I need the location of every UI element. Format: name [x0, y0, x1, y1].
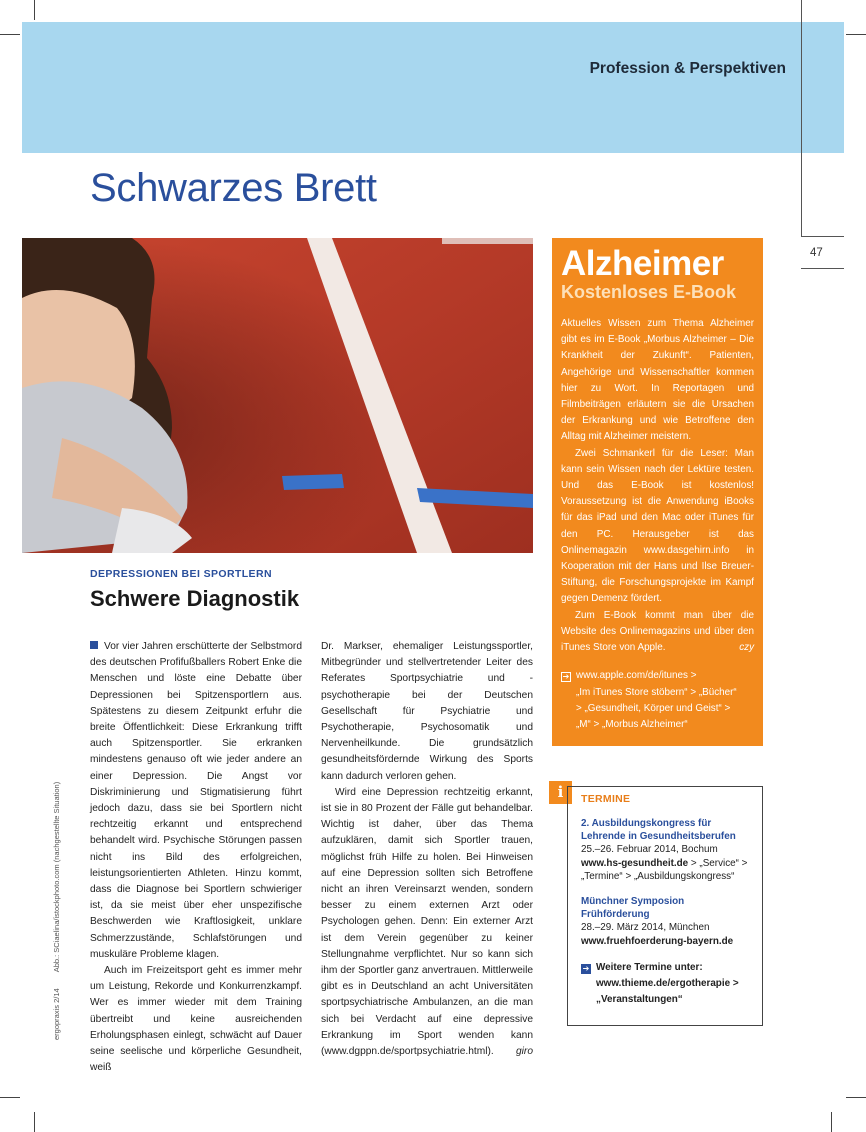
header-band	[22, 22, 844, 153]
crop-mark	[831, 1112, 832, 1132]
article-paragraph: Dr. Markser, ehemaliger Leistungssportler, Mitbegründer und stellvertretender Leiter des Referates Sportpsychiatrie und -psychotherapie bei der Deutschen Gesellschaft für Psychiatrie und Psychotherapie, Psychosomatik und Nervenheilkunde. Die grundsätzlich gesundheitsfördernde Wirkung des Sports kann dadurch verloren gehen.	[321, 641, 533, 782]
article-column-2	[321, 639, 533, 1060]
ebook-title: Alzheimer	[561, 244, 724, 283]
event-date: 28.–29. März 2014, München	[581, 922, 710, 934]
article-column-1	[90, 639, 302, 1076]
page-number: 47	[810, 247, 823, 259]
page-title: Schwarzes Brett	[90, 166, 377, 210]
more-events-label: Weitere Termine unter:	[596, 961, 703, 973]
crop-mark	[0, 1097, 20, 1098]
ebook-subtitle: Kostenloses E-Book	[561, 282, 737, 302]
crop-mark	[846, 1097, 866, 1098]
event-url-path: „Termine“ > „Ausbildungskongress“	[581, 870, 735, 882]
ebook-link-path: „Im iTunes Store stöbern“ > „Bücher“	[576, 686, 737, 698]
arrow-right-icon: ➔	[582, 963, 590, 973]
ebook-paragraph: Aktuelles Wissen zum Thema Alzheimer gibt es im E-Book „Morbus Alzheimer – Die Krankheit der Zukunft“. Patienten, Angehörige und Wissenschaftler kommen hier zu Wort. In Reportagen und Filmbeiträgen erläutern sie die Ursachen der Erkrankung und wie Betroffene den Alltag mit Alzheimer meistern.	[561, 318, 754, 443]
event-item	[581, 895, 752, 948]
ebook-link-path: > „Gesundheit, Körper und Geist“ >	[576, 702, 731, 714]
ebook-paragraph: Zwei Schmankerl für die Leser: Man kann sein Wissen nach der Lektüre testen. Und das E-Book ist kostenlos! Voraussetzung ist die Anwendung iBooks für das iPad und den Mac oder iTunes für den PC. Herausgeber ist das Onlinemagazin www.dasgehirn.info in Kooperation mit der Hans und Ilse Breuer-Stiftung, die Forschungsprojekte im Kampf gegen Demenz fördert.	[561, 447, 754, 605]
events-box	[567, 786, 763, 1026]
event-item	[581, 817, 752, 883]
athlete-on-running-track-photo	[22, 238, 533, 553]
event-date: 25.–26. Februar 2014, Bochum	[581, 844, 718, 856]
issue-label: ergopraxis 2/14	[52, 988, 61, 1040]
photo-credit-text: Abb.: SCiaelina/istockphoto.com (nachgestellte Situation)	[52, 781, 61, 973]
arrow-right-icon: ➔	[562, 672, 570, 682]
ebook-signature: czy	[739, 642, 754, 654]
events-label: TERMINE	[581, 793, 631, 805]
event-url-path: > „Service“ >	[688, 857, 748, 869]
event-title: 2. Ausbildungskongress für Lehrende in Gesundheitsberufen	[581, 818, 736, 843]
article-paragraph: Wird eine Depression rechtzeitig erkannt, ist sie in 80 Prozent der Fälle gut behandelbar. Wichtig ist daher, über das Thema aufzuklären, damit sich Sportler trauen, möglichst früh Hilfe zu holen. Bei Hinweisen auf eine Depression sollten sich Betroffene nicht an ihren Vereinsarzt wenden, sondern besser zu einem externen Arzt oder Psychologen gehen. Denn: Ein externer Arzt ist dem Verein gegenüber zu keiner Stellungnahme verpflichtet. Nur so kann sich ihm der Sportler ganz anvertrauen. Mittlerweile gibt es in Deutschland an acht Universitäten sportpsychiatrische Ambulanzen, an die man sich bei Verdacht auf eine depressive Erkrankung im Sport wenden kann (www.dgppn.de/sportpsychiatrie.html).	[321, 786, 533, 1058]
crop-mark	[0, 34, 20, 35]
more-events-link[interactable]: www.thieme.de/ergotherapie >	[596, 978, 739, 990]
crop-mark	[34, 0, 35, 20]
article-start-square-icon	[90, 641, 98, 649]
crop-mark	[34, 1112, 35, 1132]
article-kicker: DEPRESSIONEN BEI SPORTLERN	[90, 568, 272, 580]
event-url[interactable]: www.fruehfoerderung-bayern.de	[581, 935, 734, 947]
event-title: Münchner Symposion Frühförderung	[581, 896, 685, 921]
article-signature: giro	[516, 1046, 533, 1058]
ebook-box	[552, 238, 763, 746]
ebook-link[interactable]: www.apple.com/de/itunes >	[576, 670, 697, 682]
ebook-body	[561, 316, 754, 656]
more-events	[581, 960, 752, 1009]
article-paragraph: Vor vier Jahren erschütterte der Selbstmord des deutschen Profifußballers Robert Enke die Menschen und löste eine Debatte über Depressionen bei Spitzensportlern aus. Spätestens zu diesem Zeitpunkt erfuhr die breite Öffentlichkeit: Diese Erkrankung trifft auch Spitzensportler. Sie erkranken mindestens genauso oft wie jeder andere an einer Depression. Die Angst vor Diskriminierung und Stigmatisierung führt jedoch dazu, dass sie bei Sportlern nicht rechtzeitig erkannt und entsprechend behandelt wird. Psychische Störungen passen nicht ins Bild des erfolgreichen, leistungsorientierten Athleten. Hinzu kommt, dass die Diagnose bei Sportlern schwieriger ist, da sie meist über eher unspezifische Beschwerden wie Kraftlosigkeit, unklare Schmerzzustände, Schlafstörungen und muskuläre Probleme klagen.	[90, 641, 302, 960]
section-title: Profession & Perspektiven	[589, 60, 786, 77]
ebook-paragraph: Zum E-Book kommt man über die Website des Onlinemagazins und über den iTunes Store von Apple.	[561, 609, 754, 654]
athlete-photo	[22, 238, 533, 553]
crop-mark	[846, 34, 866, 35]
ebook-link-path: „M“ > „Morbus Alzheimer“	[576, 719, 688, 731]
margin-line	[801, 0, 802, 236]
ebook-link-list	[561, 668, 754, 733]
article-paragraph: Auch im Freizeitsport geht es immer mehr um Leistung, Rekorde und Konkurrenzkampf. Wer es immer wieder mit dem Training übertreibt und keine ausreichenden Erholungsphasen einlegt, schwächt auf Dauer seine seelische und körperliche Gesundheit, weiß	[90, 965, 302, 1074]
info-icon: i	[549, 781, 572, 804]
article-headline: Schwere Diagnostik	[90, 586, 300, 611]
more-events-path: „Veranstaltungen“	[596, 994, 683, 1006]
photo-credit	[52, 782, 61, 1040]
event-url[interactable]: www.hs-gesundheit.de	[581, 857, 689, 869]
